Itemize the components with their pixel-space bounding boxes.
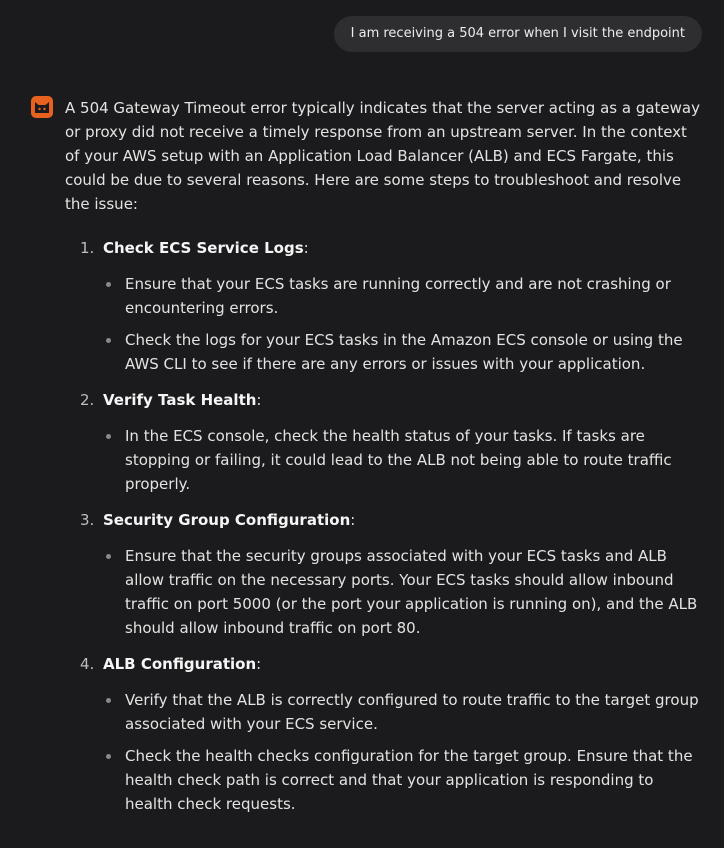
step-item bbox=[65, 388, 701, 496]
step-number: 4. bbox=[80, 655, 95, 673]
bullet-text: Verify that the ALB is correctly configured to route traffic to the target group associated with your ECS service. bbox=[125, 691, 699, 733]
step-bullets bbox=[103, 272, 701, 376]
cat-logo-icon bbox=[31, 96, 53, 118]
step-title: ALB Configuration bbox=[103, 655, 257, 673]
step-title-suffix: : bbox=[350, 511, 356, 529]
bullet-item bbox=[103, 544, 701, 640]
bullet-dot-icon bbox=[106, 282, 111, 287]
bullet-text: Ensure that the security groups associated with your ECS tasks and ALB allow traffic on the necessary ports. Your ECS tasks should allow inbound traffic on port 5000 (or the port your application is running on), and the ALB should allow inbound traffic on port 80. bbox=[125, 547, 698, 637]
step-bullets bbox=[103, 688, 701, 816]
assistant-message bbox=[31, 96, 701, 828]
bullet-dot-icon bbox=[106, 698, 111, 703]
step-number: 3. bbox=[80, 511, 95, 529]
bullet-dot-icon bbox=[106, 434, 111, 439]
assistant-intro: A 504 Gateway Timeout error typically indicates that the server acting as a gateway or proxy did not receive a timely response from an upstream server. In the context of your AWS setup with an Application Load Balancer (ALB) and ECS Fargate, this could be due to several reasons. Here are some steps to troubleshoot and resolve the issue: bbox=[65, 99, 700, 213]
bullet-item bbox=[103, 424, 701, 496]
step-bullets bbox=[103, 424, 701, 496]
step-title-suffix: : bbox=[303, 239, 309, 257]
bullet-text: Check the health checks configuration for the target group. Ensure that the health check path is correct and that your application is responding to health check requests. bbox=[125, 747, 693, 813]
user-message-row bbox=[334, 16, 702, 52]
step-bullets bbox=[103, 544, 701, 640]
step-title-suffix: : bbox=[256, 655, 262, 673]
step-heading bbox=[103, 508, 701, 532]
bullet-item bbox=[103, 328, 701, 376]
bullet-item bbox=[103, 744, 701, 816]
user-message-bubble: I am receiving a 504 error when I visit the endpoint bbox=[334, 16, 702, 52]
assistant-content bbox=[65, 96, 701, 816]
bullet-dot-icon bbox=[106, 754, 111, 759]
step-heading bbox=[103, 236, 701, 260]
bullet-dot-icon bbox=[106, 338, 111, 343]
step-number: 2. bbox=[80, 391, 95, 409]
bullet-item bbox=[103, 688, 701, 736]
step-title: Check ECS Service Logs bbox=[103, 239, 304, 257]
step-heading bbox=[103, 652, 701, 676]
step-title-suffix: : bbox=[256, 391, 262, 409]
step-number: 1. bbox=[80, 239, 95, 257]
step-title: Security Group Configuration bbox=[103, 511, 351, 529]
bullet-text: Check the logs for your ECS tasks in the Amazon ECS console or using the AWS CLI to see if there are any errors or issues with your application. bbox=[125, 331, 683, 373]
step-item bbox=[65, 236, 701, 376]
step-heading bbox=[103, 388, 701, 412]
step-item bbox=[65, 508, 701, 640]
troubleshooting-steps bbox=[65, 236, 701, 816]
bullet-text: Ensure that your ECS tasks are running correctly and are not crashing or encountering errors. bbox=[125, 275, 671, 317]
step-title: Verify Task Health bbox=[103, 391, 257, 409]
cat-logo-svg bbox=[34, 100, 50, 114]
bullet-text: In the ECS console, check the health status of your tasks. If tasks are stopping or failing, it could lead to the ALB not being able to route traffic properly. bbox=[125, 427, 672, 493]
bullet-dot-icon bbox=[106, 554, 111, 559]
step-item bbox=[65, 652, 701, 816]
bullet-item bbox=[103, 272, 701, 320]
